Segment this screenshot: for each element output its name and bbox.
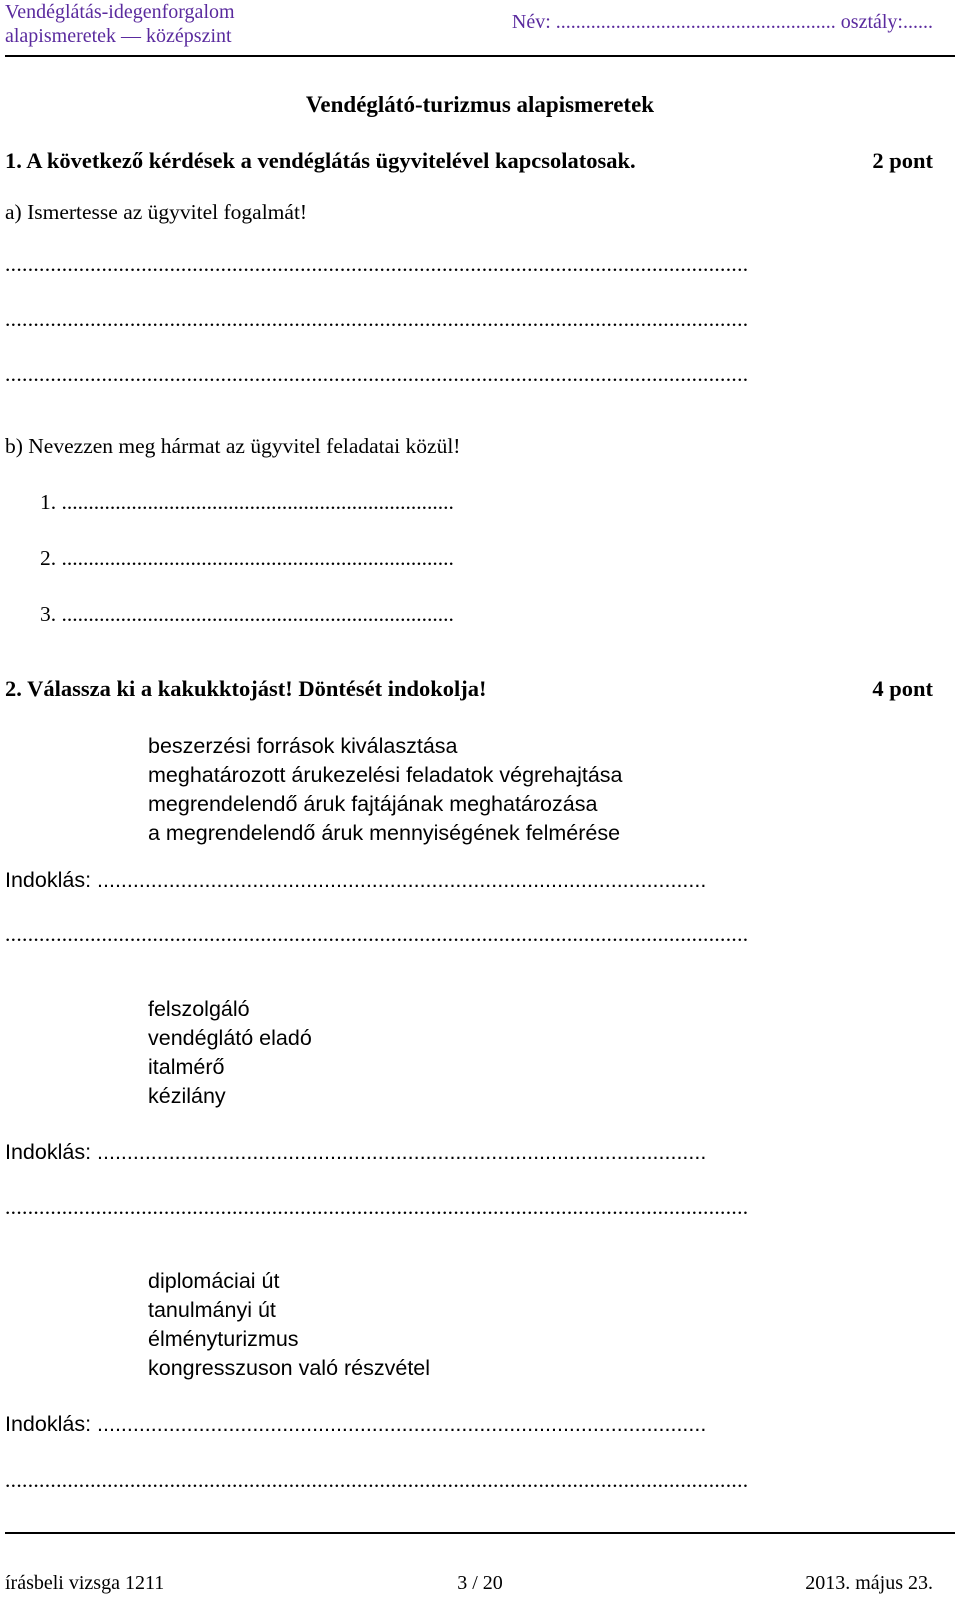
q2-option[interactable]: beszerzési források kiválasztása — [148, 734, 458, 758]
q2-group1-indoklas[interactable]: Indoklás: ...................................................................................................... — [5, 868, 707, 892]
q1-b-item-2[interactable] — [40, 546, 454, 571]
header-subject-line1: Vendéglátás-idegenforgalom — [5, 1, 235, 23]
q2-option[interactable]: a megrendelendő áruk mennyiségének felmérése — [148, 821, 621, 845]
q1-a-answer-line-3[interactable]: ................................................................................................................................... — [5, 362, 749, 386]
q1-b-item-number: 1. — [40, 490, 57, 514]
q2-group2-extra-line[interactable]: ................................................................................................................................... — [5, 1195, 749, 1219]
footer-date: 2013. május 23. — [805, 1572, 933, 1594]
header-rule — [5, 55, 955, 57]
q2-option[interactable]: vendéglátó eladó — [148, 1026, 312, 1050]
footer-page-number: 3 / 20 — [457, 1572, 503, 1594]
q2-option[interactable]: élményturizmus — [148, 1327, 299, 1351]
q2-group3-indoklas[interactable]: Indoklás: ...................................................................................................... — [5, 1412, 707, 1436]
q2-option[interactable]: kézilány — [148, 1084, 226, 1108]
header-name-field: Név: ........................................................ osztály:...... — [511, 11, 933, 33]
header-subject-line2: alapismeretek — középszint — [5, 25, 232, 47]
q1-a-answer-line-2[interactable]: ................................................................................................................................... — [5, 307, 749, 331]
q2-option[interactable]: meghatározott árukezelési feladatok végrehajtása — [148, 763, 623, 787]
q2-group3-options — [148, 1267, 430, 1383]
q1-a-answer-line-1[interactable]: ................................................................................................................................... — [5, 252, 749, 276]
q2-option[interactable]: megrendelendő áruk fajtájának meghatározása — [148, 792, 598, 816]
q2-option[interactable]: diplomáciai út — [148, 1269, 280, 1293]
q1-b-text: b) Nevezzen meg hármat az ügyvitel feladatai közül! — [5, 434, 461, 458]
q1-b-item-number: 3. — [40, 602, 57, 626]
q1-b-item-3[interactable] — [40, 602, 454, 627]
q2-group2-indoklas[interactable]: Indoklás: ...................................................................................................... — [5, 1140, 707, 1164]
q1-b-item-dots[interactable]: ......................................................................... — [61, 602, 454, 626]
q1-title: 1. A következő kérdések a vendéglátás ügyvitelével kapcsolatosak. — [5, 148, 636, 173]
q2-points: 4 pont — [872, 676, 933, 701]
section-title: Vendéglátó-turizmus alapismeretek — [305, 92, 655, 117]
q1-a-text: a) Ismertesse az ügyvitel fogalmát! — [5, 200, 308, 224]
footer-rule — [5, 1532, 955, 1534]
q1-b-item-dots[interactable]: ......................................................................... — [61, 490, 454, 514]
q2-option[interactable]: kongresszuson való részvétel — [148, 1356, 431, 1380]
q2-group2-options — [148, 995, 312, 1111]
footer-exam-code: írásbeli vizsga 1211 — [5, 1572, 165, 1594]
q2-option[interactable]: felszolgáló — [148, 997, 250, 1021]
q2-option[interactable]: tanulmányi út — [148, 1298, 276, 1322]
q1-b-item-1[interactable] — [40, 490, 454, 515]
q1-points: 2 pont — [872, 148, 933, 173]
q2-group1-options — [148, 732, 622, 848]
q2-title: 2. Válassza ki a kakukktojást! Döntését indokolja! — [5, 676, 487, 701]
q2-group3-extra-line[interactable]: ................................................................................................................................... — [5, 1468, 749, 1492]
q2-option[interactable]: italmérő — [148, 1055, 225, 1079]
q1-b-item-dots[interactable]: ......................................................................... — [61, 546, 454, 570]
q1-b-item-number: 2. — [40, 546, 57, 570]
q2-group1-extra-line[interactable]: ................................................................................................................................... — [5, 922, 749, 946]
